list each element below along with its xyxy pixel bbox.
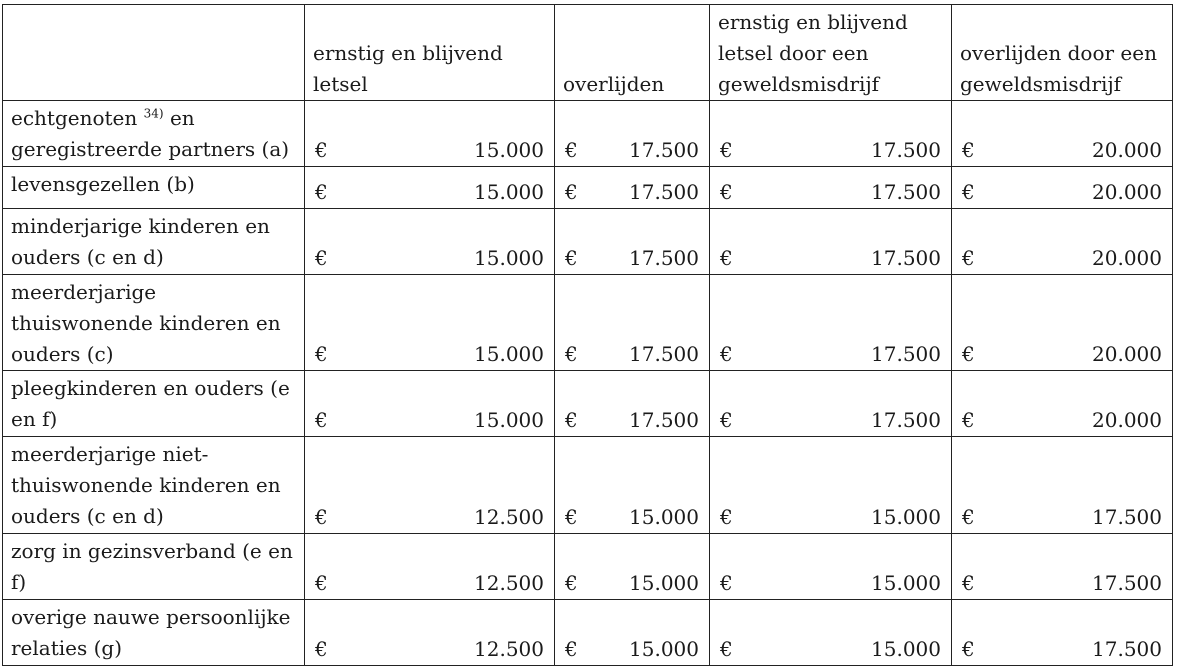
row-label: zorg in gezinsverband (e en f) — [3, 534, 305, 600]
table-row — [3, 275, 1173, 371]
amount-cell: € 20.000 — [952, 101, 1173, 167]
row-label: meerderjarige thuiswonende kinderen en ouders (c) — [3, 275, 305, 371]
amount-cell: € 15.000 — [305, 167, 555, 209]
table-row — [3, 600, 1173, 666]
table-row — [3, 371, 1173, 437]
amount-cell: € 15.000 — [305, 371, 555, 437]
compensation-table-container — [2, 4, 1173, 666]
compensation-table — [2, 4, 1173, 666]
header-cell-empty — [3, 5, 305, 101]
amount-cell: € 15.000 — [555, 600, 710, 666]
amount-cell: € 20.000 — [952, 167, 1173, 209]
amount-cell: € 15.000 — [305, 275, 555, 371]
amount-cell: € 17.500 — [710, 275, 952, 371]
row-label: meerderjarige niet-thuiswonende kinderen en ouders (c en d) — [3, 437, 305, 534]
row-label: minderjarige kinderen en ouders (c en d) — [3, 209, 305, 275]
amount-cell: € 17.500 — [555, 209, 710, 275]
amount-cell: € 17.500 — [952, 600, 1173, 666]
header-row — [3, 5, 1173, 101]
footnote-marker: 34) — [143, 106, 164, 121]
amount-cell: € 12.500 — [305, 534, 555, 600]
amount-cell: € 15.000 — [555, 437, 710, 534]
table-row — [3, 437, 1173, 534]
amount-cell: € 15.000 — [710, 437, 952, 534]
amount-cell: € 17.500 — [952, 534, 1173, 600]
amount-cell: € 17.500 — [555, 371, 710, 437]
header-cell-death: overlijden — [555, 5, 710, 101]
header-cell-serious-injury-violent-crime: ernstig en blijvend letsel door een geweldsmisdrijf — [710, 5, 952, 101]
amount-cell: € 15.000 — [305, 101, 555, 167]
amount-cell: € 17.500 — [555, 101, 710, 167]
amount-cell: € 15.000 — [305, 209, 555, 275]
table-row — [3, 534, 1173, 600]
amount-cell: € 17.500 — [710, 371, 952, 437]
row-label: overige nauwe persoonlijke relaties (g) — [3, 600, 305, 666]
amount-cell: € 20.000 — [952, 275, 1173, 371]
amount-cell: € 12.500 — [305, 437, 555, 534]
amount-cell: € 20.000 — [952, 209, 1173, 275]
amount-cell: € 17.500 — [555, 275, 710, 371]
amount-cell: € 17.500 — [710, 209, 952, 275]
table-row — [3, 167, 1173, 209]
amount-cell: € 20.000 — [952, 371, 1173, 437]
row-label: pleegkinderen en ouders (e en f) — [3, 371, 305, 437]
amount-cell: € 15.000 — [710, 600, 952, 666]
amount-cell: € 17.500 — [555, 167, 710, 209]
table-row — [3, 101, 1173, 167]
header-cell-serious-injury: ernstig en blijvend letsel — [305, 5, 555, 101]
table-row — [3, 209, 1173, 275]
header-cell-death-violent-crime: overlijden door een geweldsmisdrijf — [952, 5, 1173, 101]
amount-cell: € 15.000 — [710, 534, 952, 600]
amount-cell: € 17.500 — [710, 101, 952, 167]
row-label: levensgezellen (b) — [3, 167, 305, 209]
amount-cell: € 17.500 — [952, 437, 1173, 534]
amount-cell: € 12.500 — [305, 600, 555, 666]
amount-cell: € 15.000 — [555, 534, 710, 600]
amount-cell: € 17.500 — [710, 167, 952, 209]
row-label: echtgenoten $^{34)}$ en geregistreerde partners (a) — [3, 101, 305, 167]
